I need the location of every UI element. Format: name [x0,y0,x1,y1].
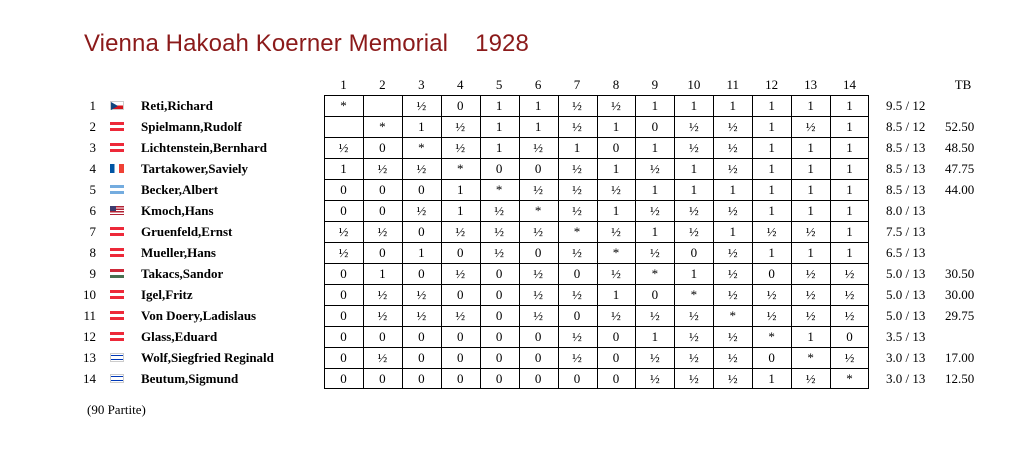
result-cell: ½ [650,350,660,365]
result-cell: * [573,224,581,239]
result-cell: 1 [846,224,853,239]
result-cell: ½ [533,182,543,197]
player-rank: 10 [83,287,96,302]
result-cell: ½ [727,329,738,344]
result-cell: 1 [690,182,698,197]
player-tiebreak: 48.50 [945,140,975,155]
result-cell: ½ [533,140,543,155]
result-cell: ½ [572,182,582,197]
player-rank: 6 [89,203,96,218]
result-cell: * [768,329,775,344]
result-cell: ½ [688,119,699,134]
result-cell: 1 [456,182,464,197]
player-name: Wolf,Siegfried Reginald [141,350,274,365]
result-cell: 1 [690,161,698,176]
player-score: 8.5 / 13 [886,140,926,155]
result-cell: ½ [533,287,543,302]
result-cell: 1 [807,140,814,155]
result-cell: 1 [807,329,814,344]
result-cell: ½ [533,266,543,281]
player-rank: 11 [83,308,96,323]
result-cell: 1 [807,245,814,260]
player-name: Spielmann,Rudolf [141,119,242,134]
result-cell: ½ [572,161,582,176]
result-cell: ½ [377,350,388,365]
player-score: 8.0 / 13 [886,203,926,218]
result-cell: 0 [340,371,347,386]
result-cell: 0 [534,350,542,365]
result-cell: * [495,182,503,197]
result-cell: 1 [768,140,775,155]
result-cell: ½ [650,371,660,386]
result-cell: 0 [768,266,775,281]
austria-flag-icon [110,248,124,257]
result-cell: 0 [340,329,347,344]
result-cell: ½ [572,98,582,113]
column-header: 7 [573,77,581,92]
player-rank: 5 [89,182,96,197]
result-cell: ½ [455,308,466,323]
result-cell: 1 [379,266,386,281]
result-cell: 0 [418,329,425,344]
result-cell: 0 [456,329,464,344]
result-cell: * [846,371,853,386]
hungary-flag-icon [110,269,124,278]
result-cell: ½ [377,308,388,323]
result-cell: * [729,308,736,323]
result-cell: 0 [495,329,503,344]
result-cell: 1 [651,224,659,239]
player-tiebreak: 17.00 [945,350,975,365]
result-cell: 0 [340,182,347,197]
player-rank: 7 [89,224,96,239]
result-cell: ½ [766,287,777,302]
result-cell: ½ [455,140,466,155]
result-cell: 1 [729,98,736,113]
result-cell: 1 [768,119,775,134]
result-cell: ½ [650,161,660,176]
player-rank: 14 [83,371,96,386]
player-name: Mueller,Hans [141,245,216,260]
result-cell: 1 [768,245,775,260]
result-cell: 0 [379,203,386,218]
result-cell: ½ [844,287,855,302]
result-cell: ½ [688,371,699,386]
player-score: 5.0 / 13 [886,287,926,302]
result-cell: 1 [846,98,853,113]
result-cell: ½ [494,245,505,260]
result-cell: ½ [611,224,621,239]
result-cell: 1 [651,329,659,344]
result-cell: 1 [768,203,775,218]
result-cell: ½ [805,119,816,134]
result-cell: ½ [416,203,427,218]
result-cell: ½ [688,224,699,239]
result-cell: 1 [612,161,620,176]
result-cell: 0 [340,266,347,281]
result-cell: ½ [727,161,738,176]
result-cell: 0 [340,350,347,365]
result-cell: ½ [805,266,816,281]
result-cell: ½ [416,161,427,176]
player-rank: 12 [83,329,96,344]
result-cell: ½ [727,371,738,386]
result-cell: 0 [340,308,347,323]
result-cell: ½ [611,98,621,113]
result-cell: 1 [807,98,814,113]
player-name: Gruenfeld,Ernst [141,224,233,239]
player-score: 8.5 / 13 [886,182,926,197]
column-header: 9 [651,77,659,92]
player-tiebreak: 30.50 [945,266,975,281]
result-cell: ½ [688,308,699,323]
result-cell: ½ [727,203,738,218]
result-cell: 1 [651,182,659,197]
player-tiebreak: 30.00 [945,287,975,302]
result-cell: 0 [534,329,542,344]
result-cell: 0 [573,308,581,323]
player-rank: 2 [89,119,96,134]
result-cell: 1 [846,182,853,197]
result-cell: 0 [612,350,620,365]
result-cell: ½ [727,119,738,134]
result-cell: ½ [572,245,582,260]
result-cell: ½ [727,350,738,365]
israel-flag-icon [110,374,124,383]
result-cell: 1 [768,182,775,197]
result-cell: 0 [495,161,503,176]
result-cell: 0 [612,140,620,155]
result-cell: ½ [727,140,738,155]
result-cell: ½ [611,182,621,197]
player-name: Igel,Fritz [141,287,193,302]
result-cell: 0 [456,350,464,365]
result-cell: 0 [534,245,542,260]
result-cell: 0 [418,224,425,239]
player-tiebreak: 44.00 [945,182,975,197]
result-cell: ½ [494,203,505,218]
result-cell: ½ [572,350,582,365]
player-name: Becker,Albert [141,182,219,197]
column-header: 14 [843,77,857,92]
result-cell: ½ [766,308,777,323]
player-tiebreak: 29.75 [945,308,975,323]
player-score: 5.0 / 13 [886,308,926,323]
result-cell: * [340,98,347,113]
column-header: 8 [612,77,620,92]
result-cell: 1 [846,203,853,218]
player-rank: 13 [83,350,96,365]
result-cell: 1 [456,203,464,218]
player-score: 5.0 / 13 [886,266,926,281]
result-cell: ½ [572,287,582,302]
result-cell: ½ [727,245,738,260]
result-cell: 0 [495,287,503,302]
result-cell: ½ [416,308,427,323]
column-header: 10 [687,77,701,92]
result-cell: ½ [650,203,660,218]
result-cell: 1 [729,182,736,197]
result-cell: ½ [688,329,699,344]
result-cell: ½ [572,203,582,218]
result-cell: 1 [573,140,581,155]
argentina-flag-icon [110,185,124,194]
column-header: 12 [765,77,779,92]
result-cell: ½ [377,161,388,176]
result-cell: 0 [418,182,425,197]
player-name: Lichtenstein,Bernhard [141,140,268,155]
result-cell: 0 [456,98,464,113]
result-cell: 1 [418,245,425,260]
result-cell: ½ [805,224,816,239]
result-cell: ½ [572,329,582,344]
result-cell: ½ [338,224,349,239]
player-score: 6.5 / 13 [886,245,926,260]
result-cell: * [418,140,425,155]
result-cell: 1 [612,287,620,302]
player-score: 9.5 / 12 [886,98,926,113]
result-cell: 0 [340,203,347,218]
player-tiebreak: 12.50 [945,371,975,386]
player-name: Von Doery,Ladislaus [141,308,257,323]
result-cell: ½ [611,266,621,281]
result-cell: 1 [768,98,775,113]
result-cell: * [456,161,464,176]
player-score: 3.5 / 13 [886,329,926,344]
austria-flag-icon [110,122,124,131]
result-cell: 1 [846,140,853,155]
result-cell: 0 [495,266,503,281]
result-cell: ½ [416,287,427,302]
result-cell: 1 [768,161,775,176]
result-cell: 0 [534,371,542,386]
result-cell: ½ [338,245,349,260]
result-cell: ½ [805,371,816,386]
column-header: 6 [534,77,542,92]
result-cell: * [379,119,386,134]
result-cell: ½ [727,266,738,281]
result-cell: ½ [572,119,582,134]
player-score: 7.5 / 13 [886,224,926,239]
result-cell: 0 [379,245,386,260]
result-cell: ½ [455,119,466,134]
player-tiebreak: 52.50 [945,119,975,134]
result-cell: 0 [418,266,425,281]
result-cell: 1 [690,98,698,113]
column-header: 2 [379,77,386,92]
column-header: 13 [804,77,818,92]
result-cell: ½ [727,287,738,302]
result-cell: 1 [495,140,503,155]
austria-flag-icon [110,143,124,152]
result-cell: * [534,203,542,218]
player-name: Tartakower,Saviely [141,161,249,176]
result-cell: 0 [846,329,853,344]
result-cell: * [807,350,814,365]
result-cell: 0 [651,287,659,302]
result-cell: 1 [612,203,620,218]
result-cell: ½ [416,98,427,113]
result-cell: ½ [533,224,543,239]
result-cell: 1 [534,98,542,113]
result-cell: 0 [690,245,698,260]
result-cell: 1 [768,371,775,386]
result-cell: 0 [456,245,464,260]
austria-flag-icon [110,311,124,320]
player-name: Reti,Richard [141,98,213,113]
result-cell: ½ [455,224,466,239]
player-score: 3.0 / 13 [886,371,926,386]
result-cell: 1 [651,140,659,155]
result-cell: ½ [650,308,660,323]
result-cell: 1 [807,203,814,218]
player-rank: 4 [89,161,96,176]
player-rank: 9 [89,266,96,281]
result-cell: ½ [688,203,699,218]
result-cell: 1 [495,119,503,134]
result-cell: 0 [379,182,386,197]
result-cell: ½ [844,308,855,323]
result-cell: 1 [651,98,659,113]
player-name: Beutum,Sigmund [141,371,239,386]
result-cell: 1 [690,266,698,281]
player-rank: 1 [89,98,96,113]
column-header: 5 [495,77,503,92]
result-cell: 0 [651,119,659,134]
result-cell: 1 [846,161,853,176]
usa-flag-icon [110,206,124,215]
result-cell: 1 [846,245,853,260]
result-cell: 0 [495,308,503,323]
result-cell: 0 [495,371,503,386]
footnote: (90 Partite) [87,402,146,417]
result-cell: 1 [340,161,347,176]
tb-header: TB [954,77,972,92]
player-score: 8.5 / 12 [886,119,926,134]
result-cell: 1 [729,224,736,239]
result-cell: 0 [612,329,620,344]
result-cell: ½ [455,266,466,281]
austria-flag-icon [110,227,124,236]
result-cell: 0 [379,371,386,386]
result-cell: ½ [494,224,505,239]
result-cell: * [651,266,659,281]
result-cell: ½ [805,308,816,323]
column-header: 4 [456,77,464,92]
result-cell: 0 [534,161,542,176]
page-title: Vienna Hakoah Koerner Memorial 1928 [84,30,529,57]
israel-flag-icon [110,353,124,362]
column-header: 11 [726,77,740,92]
player-score: 8.5 / 13 [886,161,926,176]
result-cell: 0 [573,371,581,386]
result-cell: 0 [456,371,464,386]
result-cell: 1 [495,98,503,113]
result-cell: 0 [495,350,503,365]
result-cell: 0 [768,350,775,365]
result-cell: ½ [688,140,699,155]
austria-flag-icon [110,290,124,299]
result-cell: 0 [612,371,620,386]
player-rank: 3 [89,140,96,155]
result-cell: ½ [844,266,855,281]
result-cell: 1 [807,182,814,197]
player-name: Glass,Eduard [141,329,218,344]
result-cell: ½ [650,245,660,260]
result-cell: ½ [805,287,816,302]
result-cell: ½ [844,350,855,365]
result-cell: ½ [766,224,777,239]
result-cell: 1 [846,119,853,134]
column-header: 3 [418,77,425,92]
result-cell: 0 [340,287,347,302]
player-name: Kmoch,Hans [141,203,214,218]
player-rank: 8 [89,245,96,260]
france-flag-icon [110,164,124,173]
result-cell: ½ [611,308,621,323]
result-cell: 0 [418,350,425,365]
result-cell: 0 [456,287,464,302]
result-cell: ½ [688,350,699,365]
result-cell: 1 [807,161,814,176]
result-cell: * [612,245,620,260]
column-header: 1 [340,77,347,92]
czech-flag-icon [110,101,124,110]
result-cell: ½ [377,287,388,302]
result-cell: ½ [377,224,388,239]
result-cell: * [690,287,698,302]
result-cell: 0 [573,266,581,281]
result-cell: ½ [338,140,349,155]
result-cell: 1 [418,119,425,134]
result-cell: ½ [533,308,543,323]
result-cell: 0 [379,329,386,344]
player-score: 3.0 / 13 [886,350,926,365]
player-tiebreak: 47.75 [945,161,975,176]
result-cell: 1 [612,119,620,134]
austria-flag-icon [110,332,124,341]
result-cell: 0 [379,140,386,155]
player-name: Takacs,Sandor [141,266,224,281]
result-cell: 1 [534,119,542,134]
result-cell: 0 [418,371,425,386]
